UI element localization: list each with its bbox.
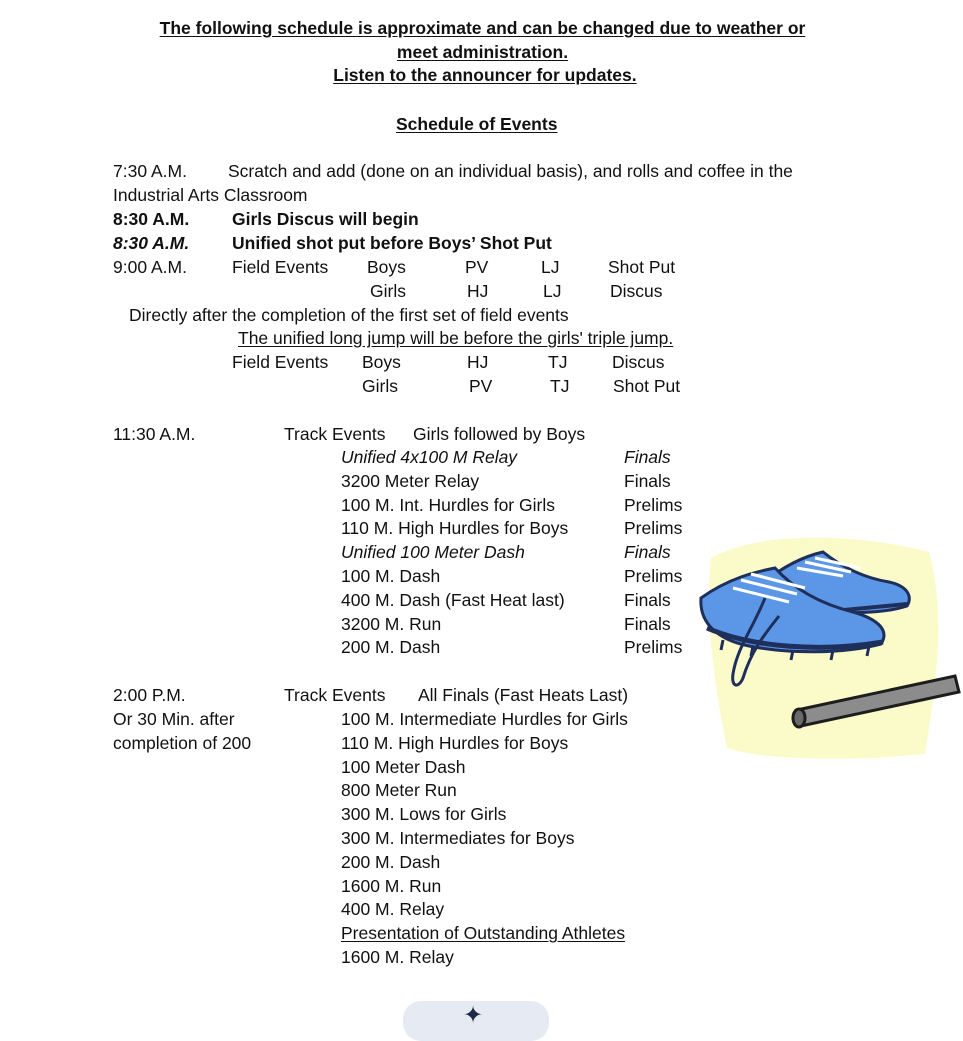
track-order-note: Girls followed by Boys	[413, 424, 586, 444]
time-200-alt-2: completion of 200	[113, 733, 252, 753]
field-row-1-event-a: PV	[465, 257, 489, 277]
list-item: 400 M. Relay	[341, 899, 445, 920]
list-item: 1600 M. Run	[341, 875, 442, 896]
list-item: 200 M. Dash	[341, 637, 441, 658]
track-events-label-2: Track Events	[284, 685, 386, 705]
session-1130-event-list	[341, 446, 568, 660]
field-row-2-group: Girls	[370, 281, 406, 301]
list-item: 100 M. Int. Hurdles for Girls	[341, 494, 555, 515]
field-row-4-group: Girls	[362, 376, 398, 396]
time-200: 2:00 P.M.	[113, 685, 186, 705]
list-item: 100 M. Dash	[341, 565, 441, 586]
round-label: Prelims	[624, 518, 683, 539]
list-item: 300 M. Intermediates for Boys	[341, 827, 575, 848]
field-row-3-group: Boys	[362, 352, 401, 372]
list-item: 100 M. Intermediate Hurdles for Girls	[341, 709, 628, 729]
time-830-unified: 8:30 A.M.	[113, 233, 190, 253]
list-item: Unified 100 Meter Dash	[341, 542, 525, 563]
round-label: Finals	[624, 613, 671, 634]
floating-action-button[interactable]	[403, 1001, 549, 1041]
notice-line-1: The following schedule is approximate and can be changed due to weather or	[159, 18, 806, 38]
round-label: Finals	[624, 542, 671, 563]
field-row-1-group: Boys	[367, 257, 406, 277]
field-row-4-event-c: Shot Put	[613, 376, 681, 396]
running-shoes-clipart	[693, 528, 963, 764]
schedule-notice	[100, 17, 865, 88]
schedule-heading: Schedule of Events	[396, 114, 558, 134]
list-item: 1600 M. Relay	[341, 946, 454, 967]
field-row-4-event-b: TJ	[550, 376, 570, 396]
list-item: 3200 Meter Relay	[341, 470, 480, 491]
text-730-b: Industrial Arts Classroom	[113, 185, 308, 205]
round-label: Finals	[624, 447, 671, 467]
text-730-a: Scratch and add (done on an individual basis), and rolls and coffee in the	[228, 161, 793, 181]
finals-note: All Finals (Fast Heats Last)	[418, 685, 629, 705]
field-row-2-event-a: HJ	[467, 281, 489, 301]
list-item: 3200 M. Run	[341, 613, 442, 634]
field-row-2-event-c: Discus	[610, 281, 663, 301]
session-1130-round-list	[624, 446, 682, 660]
round-label: Prelims	[624, 565, 683, 586]
field-row-3-event-b: TJ	[548, 352, 568, 372]
time-900: 9:00 A.M.	[113, 257, 187, 277]
time-200-alt-1: Or 30 Min. after	[113, 709, 235, 729]
list-item: 400 M. Dash (Fast Heat last)	[341, 589, 565, 610]
track-events-label-1: Track Events	[284, 424, 386, 444]
field-row-1-event-c: Shot Put	[608, 257, 676, 277]
round-label: Prelims	[624, 494, 683, 515]
notice-line-3-wrap	[100, 64, 865, 88]
round-label: Finals	[624, 589, 671, 610]
list-item: 110 M. High Hurdles for Boys	[341, 732, 569, 753]
field-row-4-event-a: PV	[469, 376, 493, 396]
list-item: 200 M. Dash	[341, 851, 441, 872]
notice-line-3: Listen to the announcer for updates.	[333, 65, 637, 85]
list-item: 800 Meter Run	[341, 780, 457, 801]
time-830-discus: 8:30 A.M.	[113, 209, 190, 229]
field-row-3-event-c: Discus	[612, 352, 665, 372]
list-item: Unified 4x100 M Relay	[341, 447, 518, 467]
list-item: 100 Meter Dash	[341, 756, 466, 777]
text-830-discus: Girls Discus will begin	[232, 209, 419, 229]
time-730: 7:30 A.M.	[113, 161, 187, 181]
sparkle-icon: ✦	[463, 1002, 484, 1029]
notice-line-2: meet administration.	[396, 41, 569, 62]
session-200-event-list	[341, 708, 628, 970]
round-label: Prelims	[624, 637, 683, 658]
field-events-label-1: Field Events	[232, 257, 329, 277]
list-item: 110 M. High Hurdles for Boys	[341, 518, 569, 539]
field-row-2-event-b: LJ	[543, 281, 562, 301]
unified-long-jump-note: The unified long jump will be before the girls' triple jump.	[238, 328, 674, 348]
field-row-3-event-a: HJ	[467, 352, 489, 372]
text-830-unified: Unified shot put before Boys’ Shot Put	[232, 233, 552, 253]
time-1130: 11:30 A.M.	[113, 424, 196, 444]
directly-after-note: Directly after the completion of the first set of field events	[129, 305, 569, 325]
list-item: 300 M. Lows for Girls	[341, 804, 507, 825]
field-events-label-2: Field Events	[232, 352, 329, 372]
field-row-1-event-b: LJ	[541, 257, 560, 277]
list-item: Presentation of Outstanding Athletes	[341, 923, 626, 944]
round-label: Finals	[624, 470, 671, 491]
